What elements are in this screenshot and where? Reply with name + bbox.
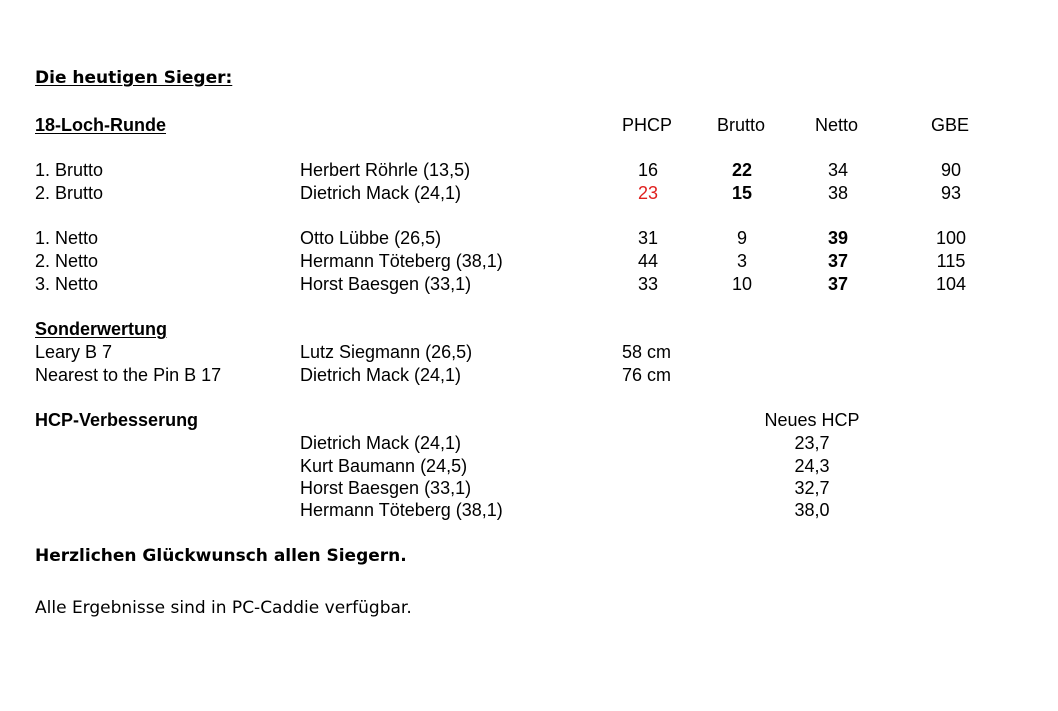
results-note: Alle Ergebnisse sind in PC-Caddie verfügbar. — [35, 598, 412, 618]
note-row — [0, 597, 1058, 619]
table-row — [0, 182, 1058, 204]
list-item — [0, 341, 1058, 363]
table-row — [0, 159, 1058, 181]
column-header-neues-hcp: Neues HCP — [764, 410, 860, 430]
phcp-value: 16 — [637, 160, 659, 180]
player-name: Horst Baesgen (33,1) — [300, 274, 472, 294]
column-header-netto: Netto — [815, 115, 859, 135]
place-label: 1. Netto — [35, 228, 99, 248]
player-name: Dietrich Mack (24,1) — [300, 183, 462, 203]
gbe-value: 100 — [935, 228, 967, 248]
list-item — [0, 477, 1058, 499]
list-item — [0, 432, 1058, 454]
player-name: Dietrich Mack (24,1) — [300, 365, 462, 385]
netto-value: 37 — [827, 251, 849, 271]
new-hcp-value: 24,3 — [794, 456, 830, 476]
table-row — [0, 273, 1058, 295]
list-item — [0, 455, 1058, 477]
distance-value: 76 cm — [622, 365, 672, 385]
special-label: Leary B 7 — [35, 342, 113, 362]
round-header-row — [0, 114, 1058, 136]
player-name: Kurt Baumann (24,5) — [300, 456, 468, 476]
gbe-value: 104 — [935, 274, 967, 294]
hcp-header-row — [0, 409, 1058, 431]
phcp-value: 23 — [637, 183, 659, 203]
netto-value: 39 — [827, 228, 849, 248]
new-hcp-value: 32,7 — [794, 478, 830, 498]
special-header-row — [0, 318, 1058, 340]
player-name: Hermann Töteberg (38,1) — [300, 251, 503, 271]
place-label: 3. Netto — [35, 274, 99, 294]
new-hcp-value: 38,0 — [794, 500, 830, 520]
closing-row — [0, 545, 1058, 567]
hcp-heading: HCP-Verbesserung — [35, 410, 199, 430]
place-label: 1. Brutto — [35, 160, 104, 180]
special-label: Nearest to the Pin B 17 — [35, 365, 222, 385]
brutto-value: 10 — [731, 274, 753, 294]
brutto-value: 9 — [736, 228, 747, 248]
phcp-value: 44 — [637, 251, 659, 271]
place-label: 2. Brutto — [35, 183, 104, 203]
closing-message: Herzlichen Glückwunsch allen Siegern. — [35, 546, 407, 566]
brutto-value: 3 — [736, 251, 747, 271]
page-title: Die heutigen Sieger: — [35, 68, 233, 88]
list-item — [0, 499, 1058, 521]
column-header-brutto: Brutto — [717, 115, 766, 135]
player-name: Dietrich Mack (24,1) — [300, 433, 462, 453]
netto-value: 37 — [827, 274, 849, 294]
gbe-value: 90 — [940, 160, 962, 180]
player-name: Hermann Töteberg (38,1) — [300, 500, 503, 520]
special-heading: Sonderwertung — [35, 319, 168, 339]
phcp-value: 33 — [637, 274, 659, 294]
player-name: Otto Lübbe (26,5) — [300, 228, 442, 248]
column-header-gbe: GBE — [931, 115, 970, 135]
table-row — [0, 227, 1058, 249]
list-item — [0, 364, 1058, 386]
brutto-value: 15 — [731, 183, 753, 203]
brutto-value: 22 — [731, 160, 753, 180]
distance-value: 58 cm — [622, 342, 672, 362]
title-row — [0, 67, 1058, 89]
player-name: Lutz Siegmann (26,5) — [300, 342, 473, 362]
netto-value: 38 — [827, 183, 849, 203]
place-label: 2. Netto — [35, 251, 99, 271]
gbe-value: 115 — [936, 251, 966, 271]
round-heading: 18-Loch-Runde — [35, 115, 167, 135]
gbe-value: 93 — [940, 183, 962, 203]
netto-value: 34 — [827, 160, 849, 180]
table-row — [0, 250, 1058, 272]
column-header-phcp: PHCP — [622, 115, 673, 135]
new-hcp-value: 23,7 — [794, 433, 830, 453]
phcp-value: 31 — [637, 228, 659, 248]
player-name: Herbert Röhrle (13,5) — [300, 160, 471, 180]
player-name: Horst Baesgen (33,1) — [300, 478, 472, 498]
